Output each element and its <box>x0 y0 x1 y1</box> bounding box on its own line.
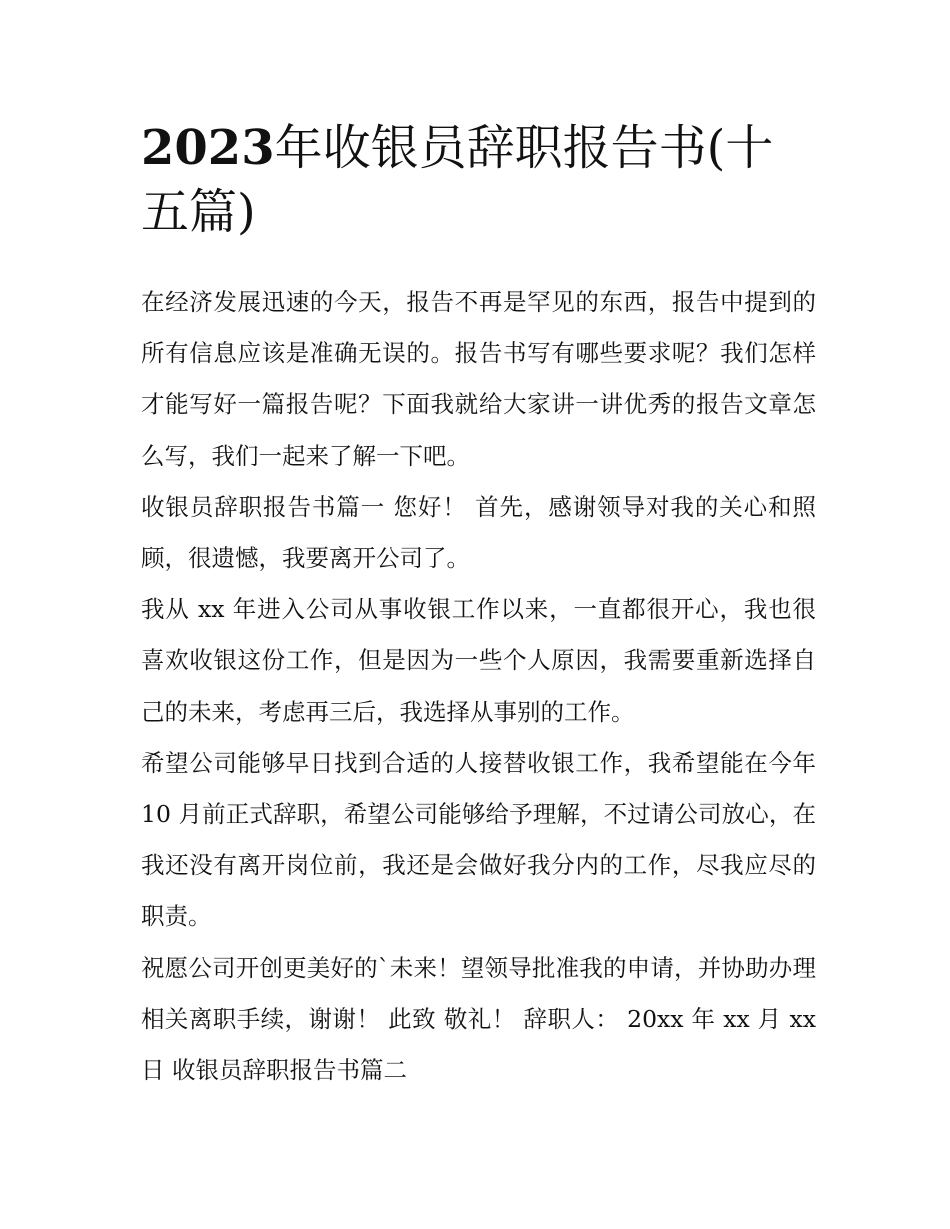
document-body <box>141 277 816 1096</box>
document-title <box>141 116 821 244</box>
paragraph-intro: 在经济发展迅速的今天，报告不再是罕见的东西，报告中提到的所有信息应该是准确无误的。报告书写有哪些要求呢？我们怎样才能写好一篇报告呢？下面我就给大家讲一讲优秀的报告文章怎么写，我们一起来了解一下吧。 <box>141 288 816 470</box>
paragraph-background: 我从 xx 年进入公司从事收银工作以来，一直都很开心，我也很喜欢收银这份工作，但是因为一些个人原因，我需要重新选择自己的未来，考虑再三后，我选择从事别的工作。 <box>141 595 816 726</box>
paragraph-greeting: 收银员辞职报告书篇一 您好！ 首先，感谢领导对我的关心和照顾，很遗憾，我要离开公司了。 <box>141 492 816 573</box>
paragraph-request: 希望公司能够早日找到合适的人接替收银工作，我希望能在今年 10 月前正式辞职，希望公司能够给予理解，不过请公司放心，在我还没有离开岗位前，我还是会做好我分内的工作，尽我应尽的职责。 <box>141 748 816 931</box>
title-text: 年收银员辞职报告书(十五篇) <box>141 120 774 240</box>
title-year: 2023 <box>141 120 275 176</box>
paragraph-closing: 祝愿公司开创更美好的`未来！望领导批准我的申请，并协助办理相关离职手续，谢谢！ 此致 敬礼！ 辞职人： 20xx 年 xx 月 xx 日 收银员辞职报告书篇二 <box>141 953 816 1085</box>
